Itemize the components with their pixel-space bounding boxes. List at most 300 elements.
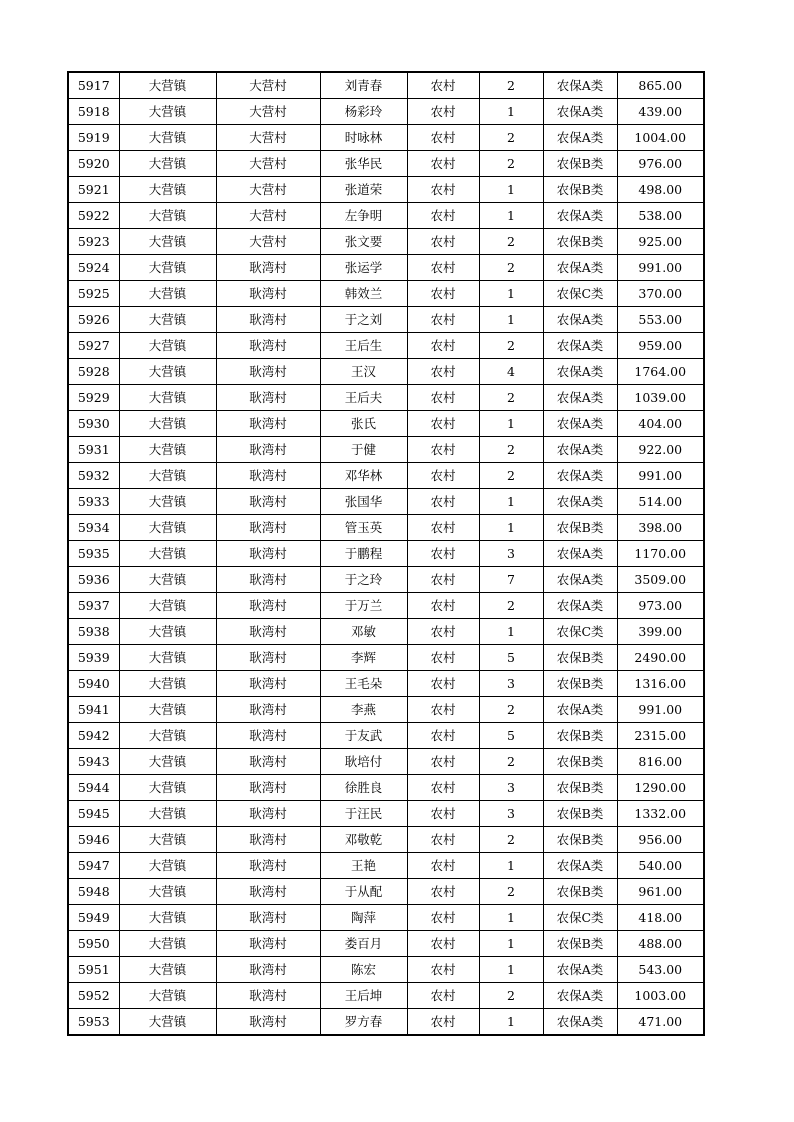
area-type-cell: 农村 [407,801,479,827]
table-row [68,645,704,671]
amount-cell: 488.00 [617,931,704,957]
household-count-cell: 2 [479,463,543,489]
serial-cell: 5945 [68,801,119,827]
town-cell: 大营镇 [119,931,216,957]
amount-cell: 418.00 [617,905,704,931]
village-cell: 耿湾村 [216,567,320,593]
amount-cell: 1290.00 [617,775,704,801]
village-cell: 耿湾村 [216,905,320,931]
table-row [68,307,704,333]
serial-cell: 5930 [68,411,119,437]
table-row [68,879,704,905]
name-cell: 张华民 [320,151,407,177]
village-cell: 耿湾村 [216,333,320,359]
town-cell: 大营镇 [119,775,216,801]
serial-cell: 5942 [68,723,119,749]
area-type-cell: 农村 [407,957,479,983]
town-cell: 大营镇 [119,99,216,125]
town-cell: 大营镇 [119,1009,216,1036]
category-cell: 农保A类 [543,463,617,489]
category-cell: 农保A类 [543,983,617,1009]
serial-cell: 5918 [68,99,119,125]
amount-cell: 1764.00 [617,359,704,385]
category-cell: 农保A类 [543,957,617,983]
name-cell: 徐胜良 [320,775,407,801]
amount-cell: 1004.00 [617,125,704,151]
category-cell: 农保A类 [543,593,617,619]
town-cell: 大营镇 [119,723,216,749]
town-cell: 大营镇 [119,489,216,515]
table-row [68,853,704,879]
area-type-cell: 农村 [407,931,479,957]
household-count-cell: 1 [479,905,543,931]
amount-cell: 2315.00 [617,723,704,749]
category-cell: 农保A类 [543,853,617,879]
amount-cell: 553.00 [617,307,704,333]
amount-cell: 956.00 [617,827,704,853]
area-type-cell: 农村 [407,645,479,671]
household-count-cell: 1 [479,853,543,879]
category-cell: 农保A类 [543,411,617,437]
name-cell: 李辉 [320,645,407,671]
amount-cell: 538.00 [617,203,704,229]
area-type-cell: 农村 [407,99,479,125]
household-count-cell: 3 [479,775,543,801]
serial-cell: 5928 [68,359,119,385]
amount-cell: 1170.00 [617,541,704,567]
village-cell: 大营村 [216,229,320,255]
town-cell: 大营镇 [119,281,216,307]
area-type-cell: 农村 [407,827,479,853]
name-cell: 于从配 [320,879,407,905]
town-cell: 大营镇 [119,125,216,151]
town-cell: 大营镇 [119,411,216,437]
category-cell: 农保B类 [543,827,617,853]
amount-cell: 543.00 [617,957,704,983]
table-row [68,515,704,541]
town-cell: 大营镇 [119,853,216,879]
table-row [68,957,704,983]
area-type-cell: 农村 [407,437,479,463]
area-type-cell: 农村 [407,853,479,879]
household-count-cell: 1 [479,957,543,983]
household-count-cell: 3 [479,541,543,567]
amount-cell: 922.00 [617,437,704,463]
table-row [68,827,704,853]
table-row [68,72,704,99]
category-cell: 农保A类 [543,125,617,151]
village-cell: 耿湾村 [216,931,320,957]
area-type-cell: 农村 [407,359,479,385]
name-cell: 于万兰 [320,593,407,619]
serial-cell: 5940 [68,671,119,697]
village-cell: 大营村 [216,99,320,125]
town-cell: 大营镇 [119,567,216,593]
town-cell: 大营镇 [119,229,216,255]
category-cell: 农保B类 [543,151,617,177]
town-cell: 大营镇 [119,827,216,853]
household-count-cell: 2 [479,593,543,619]
table-row [68,177,704,203]
amount-cell: 976.00 [617,151,704,177]
area-type-cell: 农村 [407,333,479,359]
household-count-cell: 2 [479,385,543,411]
area-type-cell: 农村 [407,385,479,411]
table-row [68,385,704,411]
area-type-cell: 农村 [407,593,479,619]
household-count-cell: 2 [479,72,543,99]
household-count-cell: 2 [479,697,543,723]
serial-cell: 5932 [68,463,119,489]
area-type-cell: 农村 [407,229,479,255]
name-cell: 韩效兰 [320,281,407,307]
table-row [68,463,704,489]
area-type-cell: 农村 [407,281,479,307]
area-type-cell: 农村 [407,151,479,177]
amount-cell: 816.00 [617,749,704,775]
area-type-cell: 农村 [407,515,479,541]
area-type-cell: 农村 [407,879,479,905]
table-row [68,125,704,151]
name-cell: 张国华 [320,489,407,515]
town-cell: 大营镇 [119,645,216,671]
table-row [68,203,704,229]
table-row [68,697,704,723]
town-cell: 大营镇 [119,801,216,827]
table-row [68,983,704,1009]
serial-cell: 5921 [68,177,119,203]
category-cell: 农保A类 [543,541,617,567]
town-cell: 大营镇 [119,437,216,463]
serial-cell: 5919 [68,125,119,151]
household-count-cell: 1 [479,307,543,333]
town-cell: 大营镇 [119,593,216,619]
area-type-cell: 农村 [407,905,479,931]
village-cell: 大营村 [216,72,320,99]
name-cell: 邓敏 [320,619,407,645]
table-row [68,931,704,957]
serial-cell: 5948 [68,879,119,905]
name-cell: 刘青春 [320,72,407,99]
serial-cell: 5924 [68,255,119,281]
area-type-cell: 农村 [407,983,479,1009]
household-count-cell: 2 [479,983,543,1009]
village-cell: 耿湾村 [216,515,320,541]
village-cell: 耿湾村 [216,541,320,567]
village-cell: 耿湾村 [216,1009,320,1036]
name-cell: 王后夫 [320,385,407,411]
serial-cell: 5947 [68,853,119,879]
household-count-cell: 5 [479,645,543,671]
table-row [68,333,704,359]
village-cell: 耿湾村 [216,723,320,749]
category-cell: 农保A类 [543,333,617,359]
amount-cell: 540.00 [617,853,704,879]
village-cell: 耿湾村 [216,879,320,905]
village-cell: 大营村 [216,125,320,151]
area-type-cell: 农村 [407,307,479,333]
serial-cell: 5925 [68,281,119,307]
household-count-cell: 2 [479,255,543,281]
name-cell: 张氏 [320,411,407,437]
serial-cell: 5943 [68,749,119,775]
serial-cell: 5937 [68,593,119,619]
category-cell: 农保A类 [543,307,617,333]
household-count-cell: 2 [479,125,543,151]
village-cell: 耿湾村 [216,983,320,1009]
name-cell: 罗方春 [320,1009,407,1036]
amount-cell: 961.00 [617,879,704,905]
area-type-cell: 农村 [407,72,479,99]
category-cell: 农保B类 [543,931,617,957]
table-row [68,671,704,697]
table-row [68,255,704,281]
area-type-cell: 农村 [407,749,479,775]
area-type-cell: 农村 [407,177,479,203]
category-cell: 农保A类 [543,359,617,385]
name-cell: 耿培付 [320,749,407,775]
village-cell: 耿湾村 [216,489,320,515]
table-row [68,541,704,567]
household-count-cell: 4 [479,359,543,385]
amount-cell: 1039.00 [617,385,704,411]
area-type-cell: 农村 [407,775,479,801]
household-count-cell: 1 [479,619,543,645]
household-count-cell: 1 [479,177,543,203]
serial-cell: 5953 [68,1009,119,1036]
household-count-cell: 1 [479,1009,543,1036]
serial-cell: 5938 [68,619,119,645]
household-count-cell: 1 [479,411,543,437]
name-cell: 时咏林 [320,125,407,151]
serial-cell: 5949 [68,905,119,931]
area-type-cell: 农村 [407,567,479,593]
name-cell: 于鹏程 [320,541,407,567]
village-cell: 耿湾村 [216,957,320,983]
household-count-cell: 2 [479,151,543,177]
name-cell: 邓华林 [320,463,407,489]
household-count-cell: 3 [479,671,543,697]
category-cell: 农保C类 [543,905,617,931]
table-row [68,801,704,827]
name-cell: 张道荣 [320,177,407,203]
village-cell: 耿湾村 [216,775,320,801]
amount-cell: 399.00 [617,619,704,645]
table-row [68,411,704,437]
table-row [68,151,704,177]
table-row [68,567,704,593]
category-cell: 农保A类 [543,72,617,99]
amount-cell: 1003.00 [617,983,704,1009]
village-cell: 耿湾村 [216,619,320,645]
amount-cell: 991.00 [617,255,704,281]
table-row [68,905,704,931]
town-cell: 大营镇 [119,385,216,411]
town-cell: 大营镇 [119,671,216,697]
category-cell: 农保A类 [543,697,617,723]
name-cell: 张文要 [320,229,407,255]
name-cell: 于健 [320,437,407,463]
amount-cell: 1332.00 [617,801,704,827]
village-cell: 大营村 [216,177,320,203]
amount-cell: 398.00 [617,515,704,541]
town-cell: 大营镇 [119,255,216,281]
amount-cell: 959.00 [617,333,704,359]
town-cell: 大营镇 [119,72,216,99]
name-cell: 王后坤 [320,983,407,1009]
category-cell: 农保B类 [543,645,617,671]
village-cell: 耿湾村 [216,307,320,333]
category-cell: 农保A类 [543,203,617,229]
category-cell: 农保B类 [543,775,617,801]
serial-cell: 5952 [68,983,119,1009]
serial-cell: 5946 [68,827,119,853]
village-cell: 耿湾村 [216,827,320,853]
village-cell: 耿湾村 [216,593,320,619]
name-cell: 杨彩玲 [320,99,407,125]
serial-cell: 5944 [68,775,119,801]
table-row [68,775,704,801]
town-cell: 大营镇 [119,697,216,723]
village-cell: 耿湾村 [216,385,320,411]
area-type-cell: 农村 [407,489,479,515]
amount-cell: 514.00 [617,489,704,515]
amount-cell: 1316.00 [617,671,704,697]
area-type-cell: 农村 [407,723,479,749]
town-cell: 大营镇 [119,983,216,1009]
name-cell: 左争明 [320,203,407,229]
serial-cell: 5927 [68,333,119,359]
village-cell: 大营村 [216,203,320,229]
serial-cell: 5922 [68,203,119,229]
name-cell: 王后生 [320,333,407,359]
table-row [68,1009,704,1036]
table-row [68,619,704,645]
serial-cell: 5950 [68,931,119,957]
town-cell: 大营镇 [119,203,216,229]
table-row [68,437,704,463]
category-cell: 农保A类 [543,255,617,281]
category-cell: 农保A类 [543,567,617,593]
name-cell: 张运学 [320,255,407,281]
town-cell: 大营镇 [119,463,216,489]
table-row [68,489,704,515]
amount-cell: 2490.00 [617,645,704,671]
area-type-cell: 农村 [407,255,479,281]
household-count-cell: 3 [479,801,543,827]
town-cell: 大营镇 [119,905,216,931]
category-cell: 农保A类 [543,385,617,411]
category-cell: 农保B类 [543,801,617,827]
household-count-cell: 1 [479,99,543,125]
village-cell: 大营村 [216,151,320,177]
area-type-cell: 农村 [407,411,479,437]
household-count-cell: 7 [479,567,543,593]
name-cell: 邓敬乾 [320,827,407,853]
town-cell: 大营镇 [119,749,216,775]
household-count-cell: 1 [479,931,543,957]
area-type-cell: 农村 [407,1009,479,1036]
table-row [68,723,704,749]
serial-cell: 5917 [68,72,119,99]
category-cell: 农保A类 [543,1009,617,1036]
name-cell: 王艳 [320,853,407,879]
name-cell: 陶萍 [320,905,407,931]
village-cell: 耿湾村 [216,359,320,385]
name-cell: 王汉 [320,359,407,385]
name-cell: 李燕 [320,697,407,723]
category-cell: 农保C类 [543,281,617,307]
household-count-cell: 1 [479,489,543,515]
area-type-cell: 农村 [407,697,479,723]
household-count-cell: 2 [479,749,543,775]
serial-cell: 5936 [68,567,119,593]
name-cell: 于友武 [320,723,407,749]
name-cell: 于汪民 [320,801,407,827]
category-cell: 农保B类 [543,515,617,541]
amount-cell: 370.00 [617,281,704,307]
serial-cell: 5929 [68,385,119,411]
category-cell: 农保B类 [543,723,617,749]
table-row [68,281,704,307]
household-count-cell: 2 [479,827,543,853]
village-cell: 耿湾村 [216,853,320,879]
name-cell: 于之刘 [320,307,407,333]
category-cell: 农保B类 [543,749,617,775]
town-cell: 大营镇 [119,151,216,177]
amount-cell: 439.00 [617,99,704,125]
table-row [68,359,704,385]
serial-cell: 5923 [68,229,119,255]
serial-cell: 5931 [68,437,119,463]
household-count-cell: 2 [479,229,543,255]
town-cell: 大营镇 [119,957,216,983]
name-cell: 于之玲 [320,567,407,593]
amount-cell: 471.00 [617,1009,704,1036]
amount-cell: 498.00 [617,177,704,203]
household-count-cell: 2 [479,879,543,905]
table-row [68,229,704,255]
table-row [68,749,704,775]
town-cell: 大营镇 [119,619,216,645]
household-count-cell: 2 [479,437,543,463]
town-cell: 大营镇 [119,541,216,567]
village-cell: 耿湾村 [216,697,320,723]
village-cell: 耿湾村 [216,463,320,489]
area-type-cell: 农村 [407,463,479,489]
category-cell: 农保B类 [543,671,617,697]
area-type-cell: 农村 [407,125,479,151]
serial-cell: 5939 [68,645,119,671]
category-cell: 农保B类 [543,879,617,905]
serial-cell: 5934 [68,515,119,541]
amount-cell: 925.00 [617,229,704,255]
serial-cell: 5920 [68,151,119,177]
household-count-cell: 1 [479,281,543,307]
name-cell: 管玉英 [320,515,407,541]
serial-cell: 5935 [68,541,119,567]
village-cell: 耿湾村 [216,671,320,697]
category-cell: 农保A类 [543,99,617,125]
name-cell: 陈宏 [320,957,407,983]
village-cell: 耿湾村 [216,255,320,281]
village-cell: 耿湾村 [216,645,320,671]
town-cell: 大营镇 [119,177,216,203]
serial-cell: 5941 [68,697,119,723]
area-type-cell: 农村 [407,203,479,229]
town-cell: 大营镇 [119,515,216,541]
village-cell: 耿湾村 [216,801,320,827]
